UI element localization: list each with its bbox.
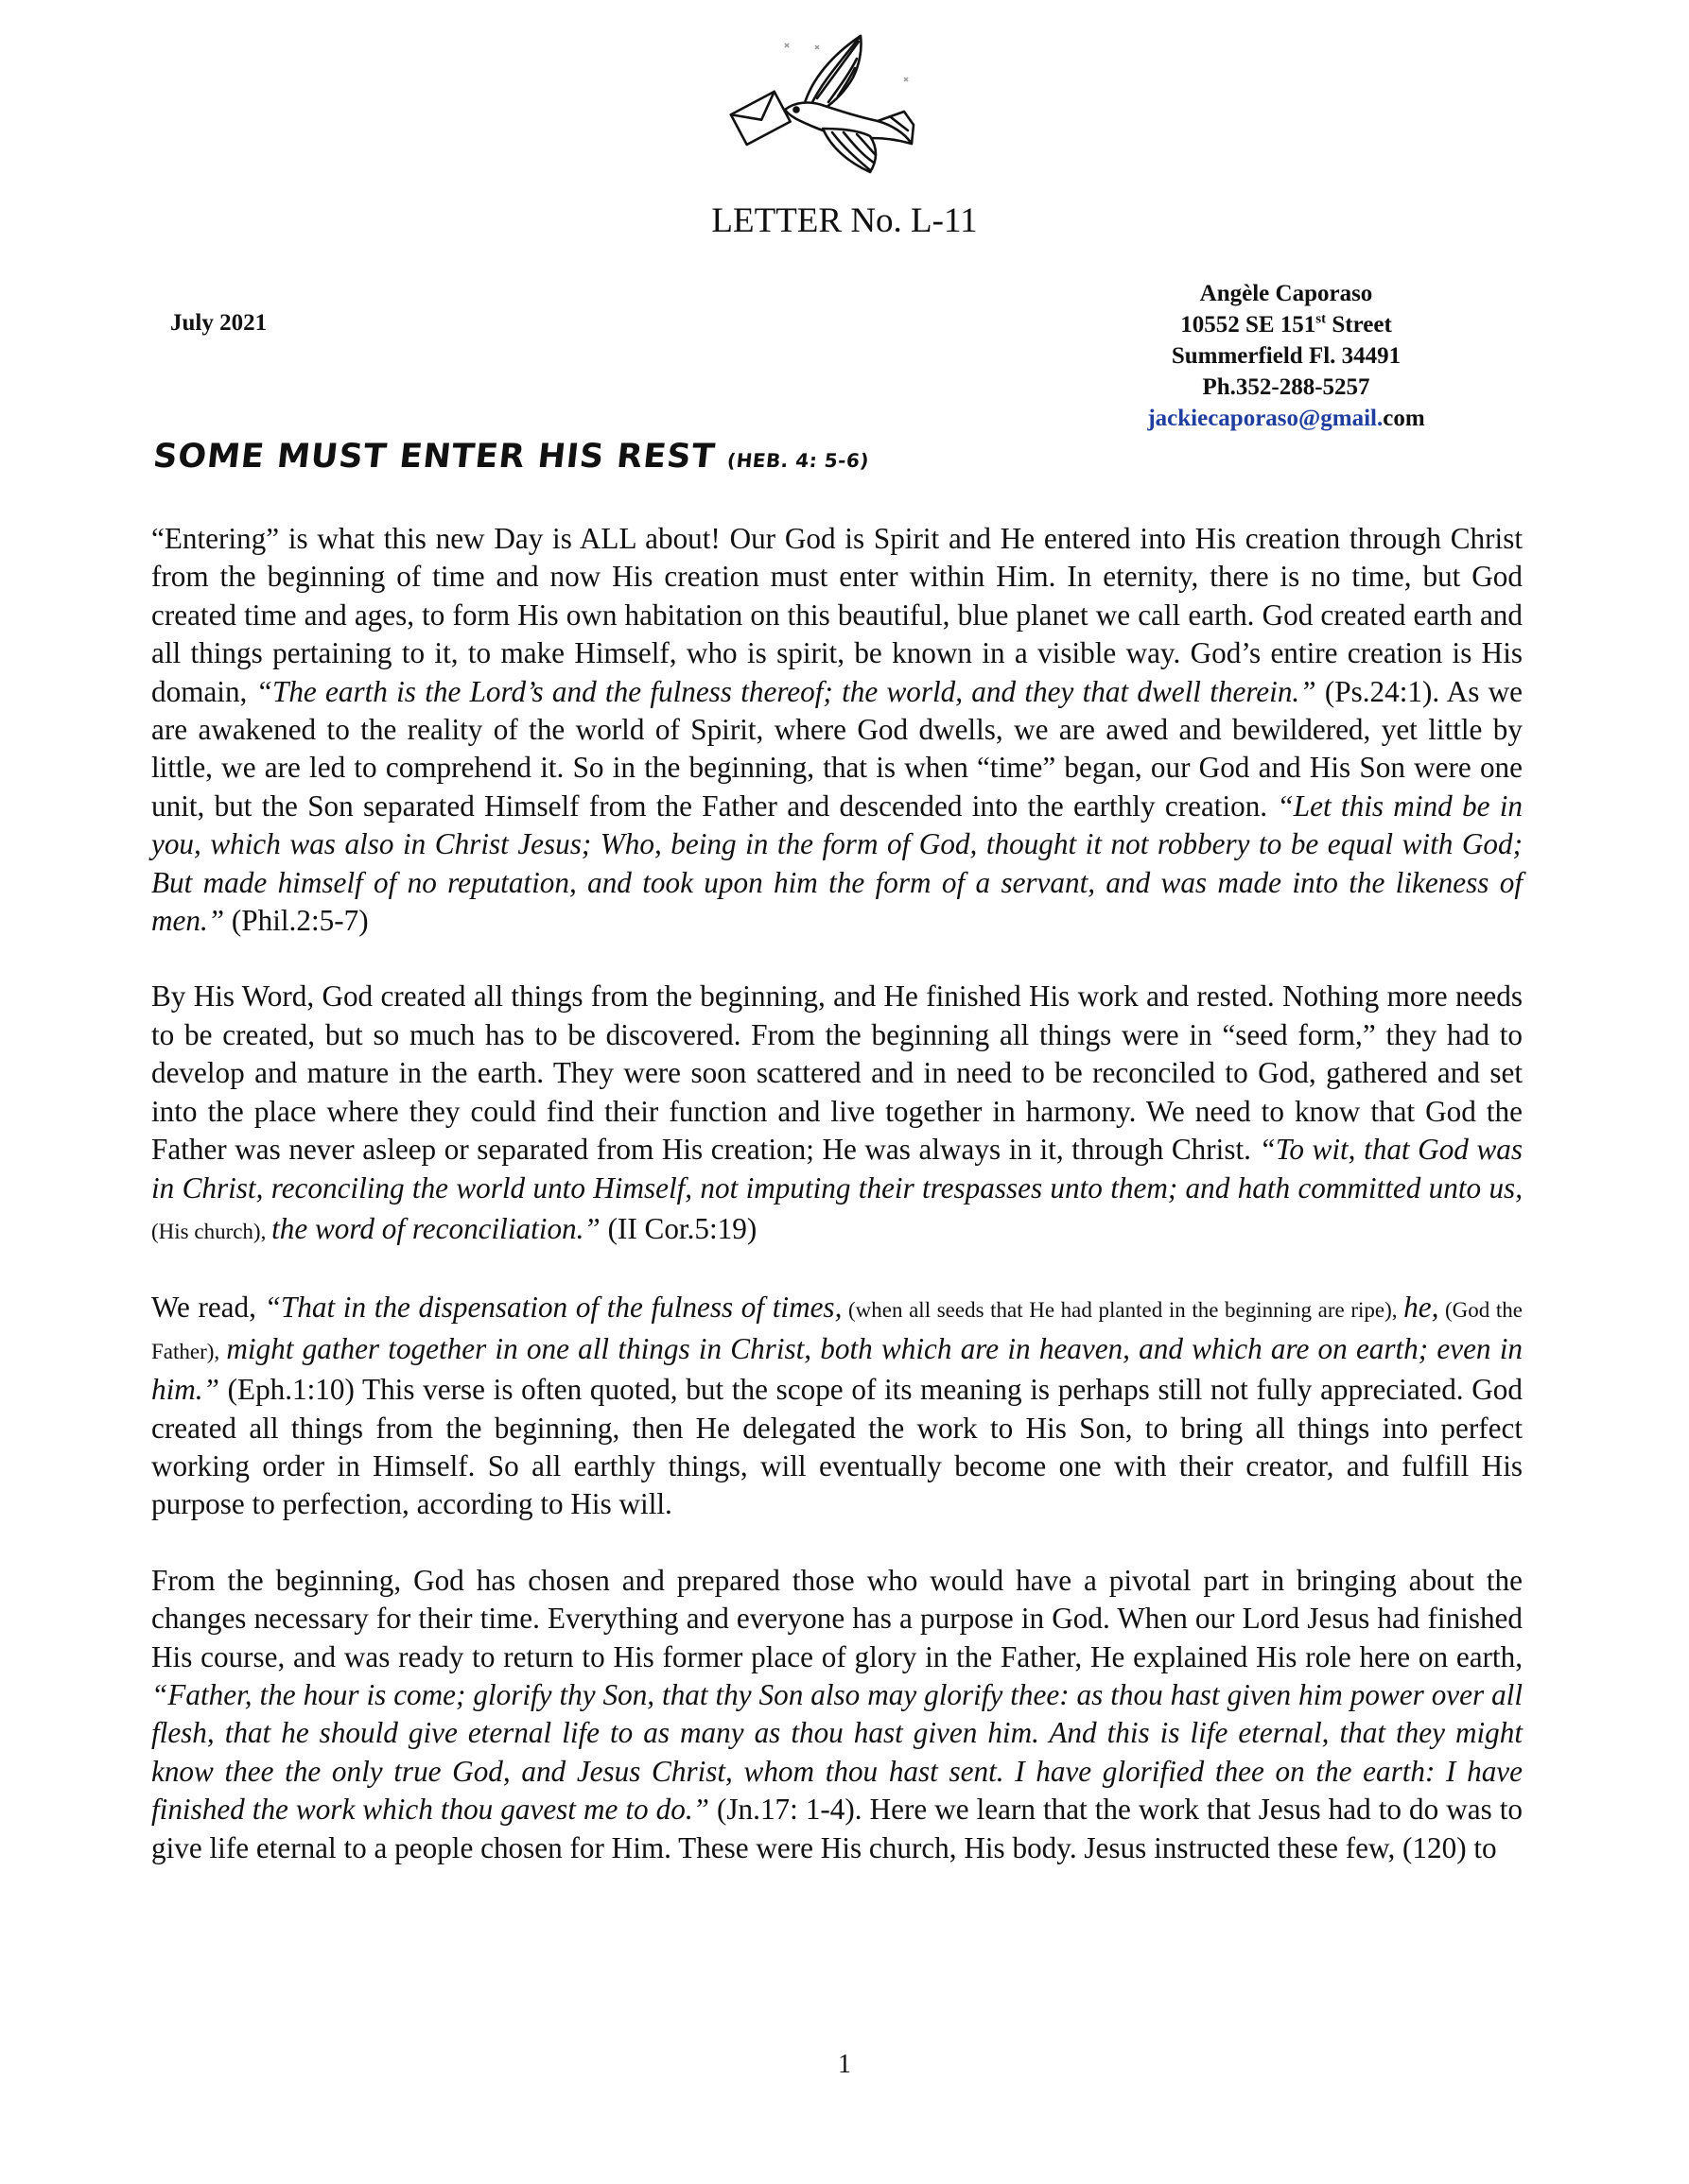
editorial-note: (when all seeds that He had planted in the beginning are ripe),	[842, 1298, 1404, 1323]
sender-email-link[interactable]	[1059, 403, 1513, 434]
street-ordinal: st	[1315, 311, 1327, 327]
scripture-quote: he,	[1403, 1291, 1439, 1325]
body-text: “Entering” is what this new Day is ALL about! Our God is Spirit and He entered into His creation through Christ from the beginning of time and now His creation must enter within Him. In eternity, there is no time, but God created time and ages, to form His own habitation on this beautiful, blue planet we call earth. God created earth and all things pertaining to it, to make Himself, who is spirit, be known in a visible way. God’s entire creation is His domain,	[151, 522, 1523, 708]
scripture-quote: the word of reconciliation.”	[271, 1211, 601, 1245]
scripture-quote: might gather together in one all things in Christ, both which are in heaven, and which are on earth; even in him.”	[151, 1331, 1523, 1407]
sender-city: Summerfield Fl. 34491	[1171, 343, 1402, 369]
dove-letter-icon	[719, 19, 936, 189]
page-number: 1	[838, 2050, 851, 2079]
body-text: (II Cor.5:19)	[600, 1211, 757, 1245]
body-text: By His Word, God created all things from the beginning, and He finished His work and rested. Nothing more needs to be created, but so much has to be discovered. From the beginning all things were in “seed form,” they had to develop and mature in the earth. They were soon scattered and in need to be reconciled to God, gathered and set into the place where they could find their function and live together in harmony. We need to know that God the Father was never asleep or separated from His creation; He was always in it, through Christ.	[151, 979, 1523, 1167]
scripture-quote: “Father, the hour is come; glorify thy Son, that thy Son also may glorify thee: as thou hast given him power over all flesh, that he should give eternal life to as many as thou hast given him. And this is life eternal, that they might know thee the only true God, and Jesus Christ, whom thou hast sent. I have glorified thee on the earth: I have finished the work which thou gavest me to do.”	[151, 1677, 1523, 1827]
sender-name: Angèle Caporaso	[1199, 281, 1373, 306]
body-text: We read,	[151, 1291, 265, 1325]
letter-date: July 2021	[170, 310, 268, 336]
paragraph-4	[151, 1562, 1523, 1867]
body-text: (Eph.1:10) This verse is often quoted, but the scope of its meaning is perhaps still not fully appreciated. God created all things from the beginning, then He delegated the work to His Son, to bring all things into perfect working order in Himself. So all earthly things, will eventually become one with their creator, and fulfill His purpose to perfection, according to His will.	[151, 1373, 1523, 1521]
paragraph-3	[151, 1289, 1523, 1523]
email-tld[interactable]: com	[1383, 406, 1425, 431]
body-text: (Phil.2:5-7)	[224, 904, 369, 938]
scripture-quote: “That in the dispensation of the fulness of times,	[264, 1291, 843, 1325]
sender-address-block	[1059, 278, 1513, 434]
sender-street	[1059, 309, 1513, 340]
scripture-quote: “To wit, that God was in Christ, reconciling the world unto Himself, not imputing their trespasses unto them; and hath committed unto us,	[151, 1133, 1524, 1205]
letter-body	[151, 520, 1523, 1905]
body-text: (Jn.17: 1-4). Here we learn that the work that Jesus had to do was to give life eternal to a people chosen for Him. These were His church, His body. Jesus instructed these few, (120) to	[151, 1793, 1523, 1864]
letter-title	[151, 438, 872, 476]
title-main: SOME MUST ENTER HIS REST	[151, 438, 718, 476]
body-text: From the beginning, God has chosen and prepared those who would have a pivotal part in bringing about the changes necessary for their time. Everything and everyone has a purpose in God. When our Lord Jesus had finished His course, and was ready to return to His former place of glory in the Father, He explained His role here on earth,	[151, 1563, 1523, 1673]
sender-phone: Ph.352-288-5257	[1202, 374, 1370, 400]
title-scripture-reference: (HEB. 4: 5-6)	[725, 449, 871, 472]
street-name: Street	[1326, 312, 1392, 338]
email-address[interactable]: jackiecaporaso@gmail.	[1147, 406, 1384, 431]
scripture-quote: “The earth is the Lord’s and the fulness thereof; the world, and they that dwell therein.”	[255, 674, 1316, 708]
editorial-note: (God the Father),	[151, 1298, 1523, 1363]
paragraph-2	[151, 978, 1523, 1251]
letter-number: LETTER No. L-11	[711, 201, 978, 240]
editorial-note: (His church),	[151, 1219, 272, 1243]
body-text: (Ps.24:1). As we are awakened to the reality of the world of Spirit, where God dwells, we are awed and bewildered, yet little by little, we are led to comprehend it. So in the beginning, that is when “time” began, our God and His Son were one unit, but the Son separated Himself from the Father and descended into the earthly creation.	[151, 674, 1523, 823]
street-number: 10552 SE 151	[1180, 312, 1316, 338]
scripture-quote: “Let this mind be in you, which was also in Christ Jesus; Who, being in the form of God, thought it not robbery to be equal with God; But made himself of no reputation, and took upon him the form of a servant, and was made into the likeness of men.”	[151, 789, 1523, 938]
paragraph-1	[151, 520, 1523, 940]
